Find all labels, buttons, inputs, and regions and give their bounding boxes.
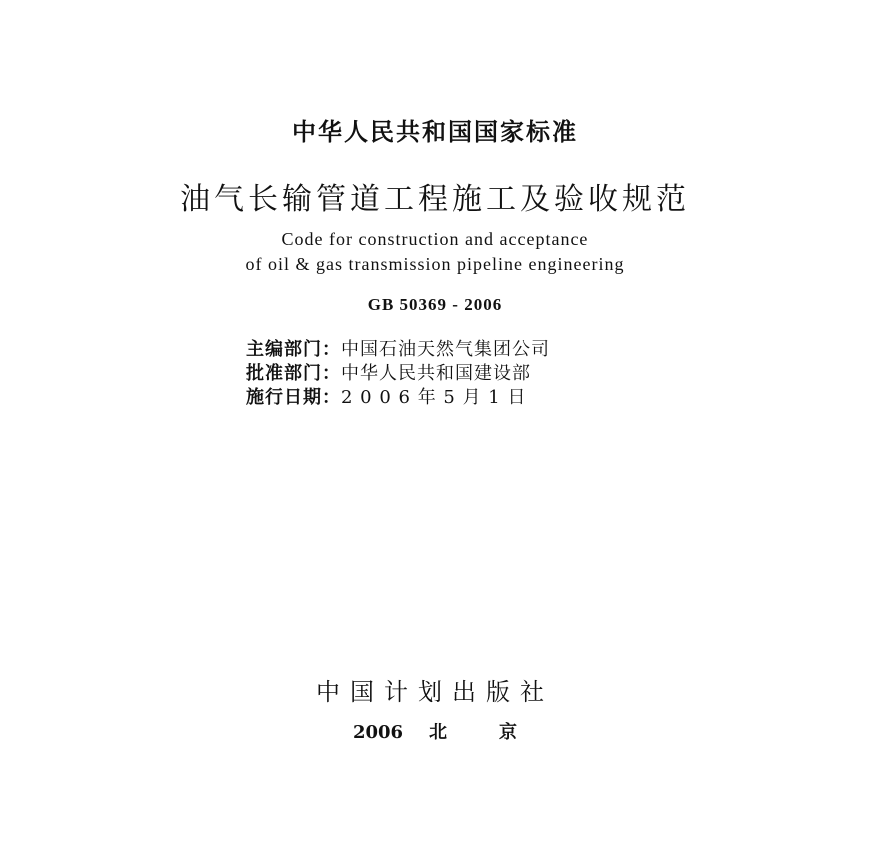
editor-value: 中国石油天然气集团公司 [341,339,550,360]
imprint [0,718,870,744]
document-title-english-line-2: of oil & gas transmission pipeline engineering [245,254,625,274]
editor-row [246,338,646,362]
effective-date-label: 施行日期： [246,387,341,408]
document-title-english-line-1: Code for construction and acceptance [281,229,589,249]
approver-row [246,362,646,386]
effective-date-value: 2 0 0 6 年 5 月 1 日 [341,387,527,408]
editor-label: 主编部门： [246,339,341,360]
effective-date-row [246,386,646,410]
standard-code: GB 50369 - 2006 [367,295,503,314]
imprint-city-first-char: 北 [429,722,448,743]
document-title-chinese: 油气长输管道工程施工及验收规范 [180,182,690,217]
imprint-city-second-char: 京 [499,722,518,743]
approver-label: 批准部门： [246,363,341,384]
publisher-name: 中国计划出版社 [316,678,554,706]
imprint-year: 2006 [352,722,404,743]
national-standard-heading: 中华人民共和国国家标准 [292,118,578,146]
approver-value: 中华人民共和国建设部 [341,363,531,384]
issuing-info [246,338,646,410]
